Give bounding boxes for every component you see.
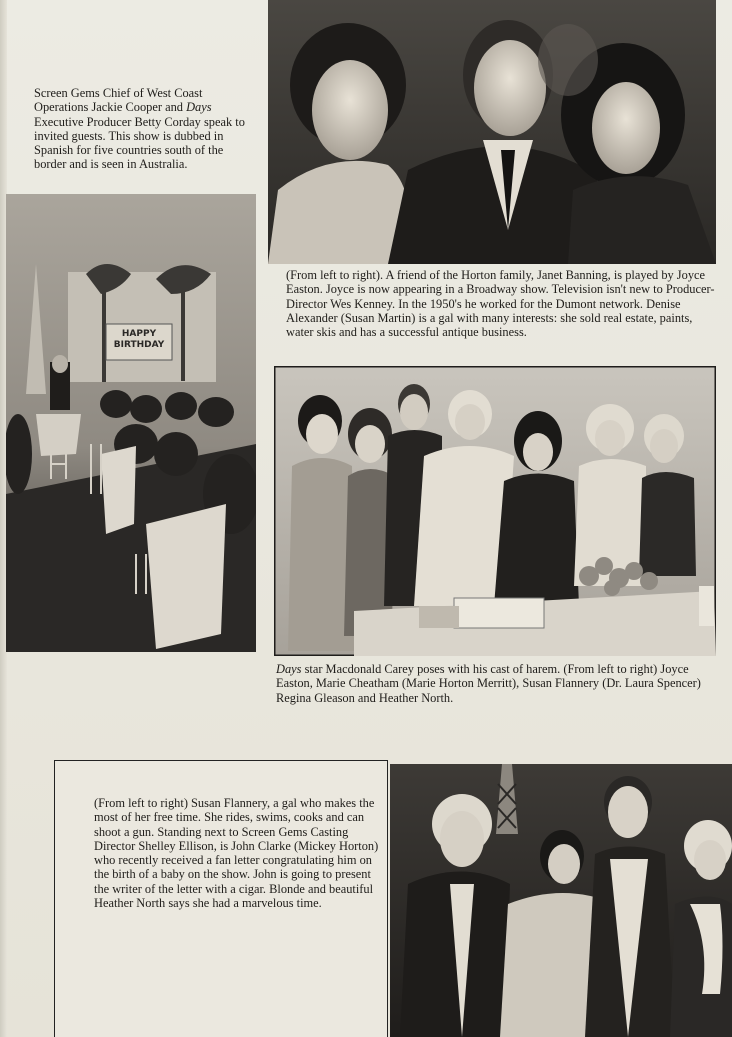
photo-flannery-ellison-clarke-north <box>390 764 732 1037</box>
banner-line-1: HAPPY <box>121 329 157 339</box>
photo-party-room-birthday <box>6 194 256 652</box>
caption-susan-flannery: (From left to right) Susan Flannery, a gal who makes the most of her free time. She rides, swims, cooks and can shoot a gun. Standing next to Screen Gems Casting Director Shelley Ellison, is John Clarke (Mickey Horton) who recently received a fan letter congratulating him on the birth of a baby on the show. John is going to present the writer of the letter with a cigar. Blonde and beautiful Heather North says she had a marvelous time. <box>94 796 379 911</box>
photo-joyce-easton-wes-kenney-denise-alexander <box>268 0 716 264</box>
caption-days-italic-top: Days <box>186 100 212 115</box>
caption-janet-banning: (From left to right). A friend of the Horton family, Janet Banning, is played by Joyce Easton. Joyce is now appearing in a Broadway show. Television isn't new to Producer-Director Wes Kenney. In the 1950's he worked for the Dumont network. Denise Alexander (Susan Martin) is a gal with many interests: she sold real estate, paints, water skis and has a successful antique business. <box>286 268 715 340</box>
caption-macdonald-carey-text: star Macdonald Carey poses with his cast of harem. (From left to right) Joyce Easton, Marie Cheatham (Marie Horton Merritt), Susan Flannery (Dr. Laura Spencer) Regina Gleason and Heather North. <box>276 662 701 705</box>
caption-days-italic: Days <box>276 662 302 676</box>
happy-birthday-banner <box>106 324 172 360</box>
caption-jackie-cooper: Screen Gems Chief of West Coast Operations Jackie Cooper and Days Executive Producer Betty Corday speak to invited guests. This show is dubbed in Spanish for five countries south of the border and is seen in Australia. <box>34 86 245 172</box>
photo-macdonald-carey-cast <box>274 366 716 656</box>
caption-macdonald-carey <box>276 662 716 705</box>
banner-line-2: BIRTHDAY <box>113 340 165 350</box>
